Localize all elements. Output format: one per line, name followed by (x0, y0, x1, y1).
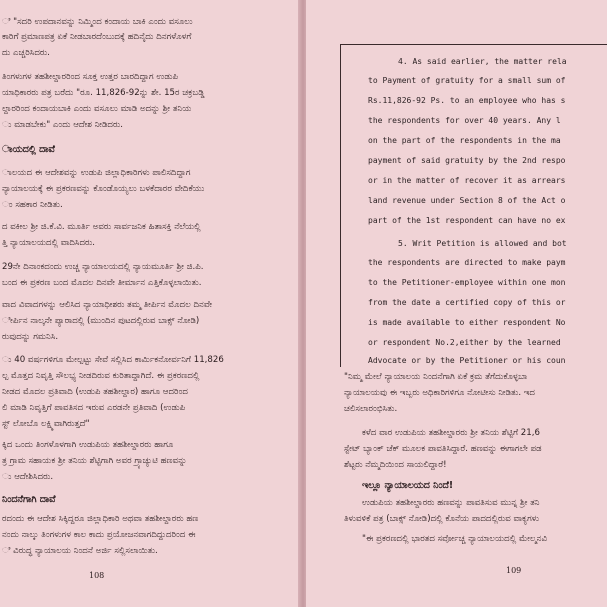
typed-line: Advocate or by the Petitioner or his coun (368, 356, 566, 365)
typed-line: to Payment of gratuity for a small sum of (368, 76, 566, 85)
text-line: ರುವುದನ್ನು ಗಮನಿಸಿ. (2, 332, 59, 342)
typed-line: or respondent No.2,either by the learned (368, 338, 561, 347)
text-line: ಕಳೆದ ವಾರ ಉಡುಪಿಯ ತಹಶೀಲ್ದಾರರು ಶ್ರೀ ತನಿಯ ಶೆಟ್ಟಿಗೆ 21,6 (362, 428, 540, 438)
text-line: ಬಂದ ಈ ಪ್ರಕರಣ ಬಂದ ಮೊದಲ ದಿನವೇ ತೀರ್ಮಾನ ಎತ್ತಿಕೊಳ್ಳಲಾಯಿತು. (2, 278, 202, 288)
text-line: ನ್ಯಾಯಾಲಯವು ಈ ಇಬ್ಬರು ಅಧಿಕಾರಿಗಳಿಗೂ ನೋಟೀಸು ನೀಡಿತು. ಇದ (344, 388, 535, 398)
text-line: ತಿಳುವಳಿಕೆ ಪತ್ರ (ಬಾಕ್ಸ್ ನೋಡಿ)ದಲ್ಲಿ ಕೊನೆಯ ಪಾದದಲ್ಲಿರುವ ವಾಕ್ಯಗಳು (344, 514, 540, 524)
typed-line: the respondents for over 40 years. Any l (368, 116, 561, 125)
text-line: ಕಾರಿಗೆ ಪ್ರಮಾಣಪತ್ರ ಏಕೆ ನೀಡಬಾರದೆಂಬುದಕ್ಕೆ ಹದಿನೈದು ದಿನಗಳೊಳಗೆ (2, 32, 192, 42)
text-line: "ಈ ಪ್ರಕರಣದಲ್ಲಿ ಭಾರತದ ಸರ್ವೋಚ್ಚ ನ್ಯಾಯಾಲಯದಲ್ಲಿ ಮೇಲ್ಮನವಿ (362, 534, 547, 544)
section-heading: ಾಯದಲ್ಲಿ ದಾವೆ (2, 144, 55, 155)
typed-line: Rs.11,826-92 Ps. to an employee who has s (368, 96, 566, 105)
typed-line: on the part of the respondents in the ma (368, 136, 561, 145)
text-line: ತ್ತಿ ನ್ಯಾಯಾಲಯದಲ್ಲಿ ವಾದಿಸಿದರು. (2, 238, 96, 248)
text-line: ಂ ಸಹಕಾರ ನೀಡಿತು. (2, 200, 63, 210)
text-line: ತಿಂಗಳುಗಳ ತಹಶೀಲ್ದಾರರಿಂದ ಸೂಕ್ತ ಉತ್ತರ ಬಾರದಿದ್ದಾಗ ಉಡುಪಿ (2, 72, 179, 82)
text-line: 29ನೇ ದಿನಾಂಕದಂದು ಉಚ್ಚ ನ್ಯಾಯಾಲಯದಲ್ಲಿ ನ್ಯಾಯಮೂರ್ತಿ ಶ್ರೀ ಜಿ.ಪಿ. (2, 262, 204, 272)
typed-line: from the date a certified copy of this or (368, 298, 566, 307)
typed-line: payment of said gratuity by the 2nd respo (368, 156, 566, 165)
typed-line: 4. As said earlier, the matter rela (398, 57, 567, 66)
text-line: ಲ್ಪ ಮೊತ್ತದ ನಿವೃತ್ತಿ ಸೌಲಭ್ಯ ನೀಡದಿರುವ ಕುರಿತಾದ್ದಾಗಿದೆ. ಈ ಪ್ರಕರಣದಲ್ಲಿ (2, 371, 200, 381)
left-page (0, 0, 300, 607)
typed-line: 5. Writ Petition is allowed and bot (398, 239, 567, 248)
text-line: ಾಲಯದ ಈ ಆದೇಶವನ್ನು ಉಡುಪಿ ಜಿಲ್ಲಾಧಿಕಾರಿಗಳು ಪಾಲಿಸದಿದ್ದಾಗ (2, 168, 191, 178)
text-line: ಕ್ಕಿದ ಒಂದು ತಿಂಗಳೊಳಗಾಗಿ ಉಡುಪಿಯ ತಹಶೀಲ್ದಾರರು ಹಾಗೂ (2, 440, 174, 450)
text-line: ತ್ರ ಗ್ರಾಮ ಸಹಾಯಕ ಶ್ರೀ ತನಿಯ ಶೆಟ್ಟಿಗಾಗಿ ಅವರ ಗ್ರ್ಯಾಚ್ಯುಟಿ ಹಣವನ್ನು (2, 456, 187, 466)
page-number: 108 (89, 571, 105, 580)
typed-line: to the Petitioner-employee within one mon (368, 278, 566, 287)
text-line: ಶೆಟ್ಟರು ನೆಮ್ಮದಿಯಿಂದ ಸಾಯಲಿದ್ದಾರೆ! (344, 460, 447, 470)
typed-line: is made available to either respondent No (368, 318, 566, 327)
text-line: ಲ್ದಾರರಿಂದ ಕಂದಾಯಬಾಕಿ ಎಂದು ವಸೂಲು ಮಾಡಿ ಅದನ್ನು ಶ್ರೀ ತನಿಯ (2, 104, 192, 114)
text-line: ು ಮಾಡಬೇಕು" ಎಂದು ಆದೇಶ ನೀಡಿದರು. (2, 120, 123, 130)
typed-line: land revenue under Section 8 of the Act o (368, 196, 566, 205)
text-line: ಿ ವಿರುದ್ಧ ನ್ಯಾಯಾಲಯ ನಿಂದನೆ ಅರ್ಜಿ ಸಲ್ಲಿಸಲಾಯಿತು. (2, 546, 158, 556)
typed-line: part of the 1st respondent can have no ex (368, 216, 566, 225)
text-line: ನ್ಯಾಯಾಲಯಕ್ಕೆ ಈ ಪ್ರಕರಣವನ್ನು ಕೊಂಡೊಯ್ಯಲು ಬಳಕೆದಾರರ ವೇದಿಕೆಯು (2, 184, 205, 194)
text-line: ು ಆದೇಶಿಸಿದರು. (2, 472, 54, 482)
text-line: "ನಿಮ್ಮ ಮೇಲೆ ನ್ಯಾಯಾಲಯ ನಿಂದನೆಗಾಗಿ ಏಕೆ ಕ್ರಮ ತೆಗೆದುಕೊಳ್ಳಬಾ (344, 372, 528, 382)
text-line: ಯಾಧಿಕಾರರು ಪತ್ರ ಬರೆದು "ರೂ. 11,826-92ನ್ನು ಶೇ. 15ರ ಚಕ್ರಬಡ್ಡಿ (2, 88, 205, 98)
page-number: 109 (506, 566, 522, 575)
text-line: ರದಂದು ಈ ಆದೇಶ ಸಿಕ್ಕಿದ್ದರೂ ಜಿಲ್ಲಾಧಿಕಾರಿ ಅಥವಾ ತಹಶೀಲ್ದಾರರು ಹಣ (2, 514, 199, 524)
text-line: ು 40 ವರ್ಷಗಳಿಗೂ ಮೇಲ್ಪಟ್ಟು ಸೇವೆ ಸಲ್ಲಿಸಿದ ಕಾರ್ಮಿಕನೋರ್ವನಿಗೆ 11,826 (2, 355, 224, 365)
text-line: ವಾದ ವಿವಾದಗಳನ್ನು ಆಲಿಸಿದ ನ್ಯಾಯಾಧೀಶರು ತಮ್ಮ ತೀರ್ಪಿನ ಮೊದಲ ದಿನವೇ (2, 300, 213, 310)
typed-line: the respondents are directed to make paym (368, 258, 566, 267)
section-heading: ನಿಂದನೆಗಾಗಿ ದಾವೆ (2, 494, 56, 505)
text-line: ದ ವಕೀಲ ಶ್ರೀ ಜಿ.ಕೆ.ವಿ. ಮೂರ್ತಿ ಅವರು ಸಾರ್ವಜನಿಕ ಹಿತಾಸಕ್ತಿ ನೆಲೆಯಲ್ಲಿ (2, 222, 201, 232)
text-line: ಉಡುಪಿಯ ತಹಶೀಲ್ದಾರರು ಹಣವನ್ನು ಪಾವತಿಸುವ ಮುನ್ನ ಶ್ರೀ ತನಿ (362, 498, 540, 508)
typed-line: or in the matter of recover it as arrears (368, 176, 566, 185)
text-line: ದು ಎಚ್ಚರಿಸಿದರು. (2, 48, 50, 58)
text-line: ೀರ್ಪಿನ ನಾಲ್ಕನೇ ಪ್ಯಾರಾದಲ್ಲಿ (ಮುಂದಿನ ಪುಟದಲ್ಲಿರುವ ಬಾಕ್ಸ್ ನೋಡಿ) (2, 316, 200, 326)
section-heading: ಇಲ್ಲೂ ನ್ಯಾಯಾಲಯದ ನಿಂದೆ! (362, 480, 454, 491)
text-line: ಲಿ ಮಾಡಿ ನಿವೃತ್ತಿಗೆ ಪಾವತಿಸದ ಇರುವ ಎರಡನೇ ಪ್ರತಿವಾದಿ (ಉಡುಪಿ (2, 403, 186, 413)
text-line: ಚಲಿಸಲಾರಂಭಿಸಿತು. (344, 404, 398, 414)
text-line: ನೀಡದ ಮೊದಲ ಪ್ರತಿವಾದಿ (ಉಡುಪಿ ತಹಶೀಲ್ದಾರ) ಹಾಗೂ ಆದರಿಂದ (2, 387, 188, 397)
text-line: ನಂದು ನಾಲ್ಕು ತಿಂಗಳುಗಳ ಕಾಲ ಕಾದು ಪ್ರಯೋಜನವಾಗದಿದ್ದುದರಿಂದ ಈ (2, 530, 196, 540)
text-line: ಸ್ಟ್ ಲೋಬೊ ಲಕ್ಷ್ಮಿವಾಗಿರುತ್ತದೆ" (2, 419, 90, 429)
text-line: ಿ "ಸದರಿ ಉಪದಾನವನ್ನು ನಿಮ್ಮಿಂದ ಕಂದಾಯ ಬಾಕಿ ಎಂದು ವಸೂಲು (2, 17, 193, 27)
text-line: ಸ್ಟೇಟ್ ಬ್ಯಾಂಕ್ ಚೆಕ್ ಮೂಲಕ ಪಾವತಿಸಿದ್ದಾರೆ. ಹಣವನ್ನು ಈಗಾಗಲೇ ಪಡ (344, 444, 542, 454)
